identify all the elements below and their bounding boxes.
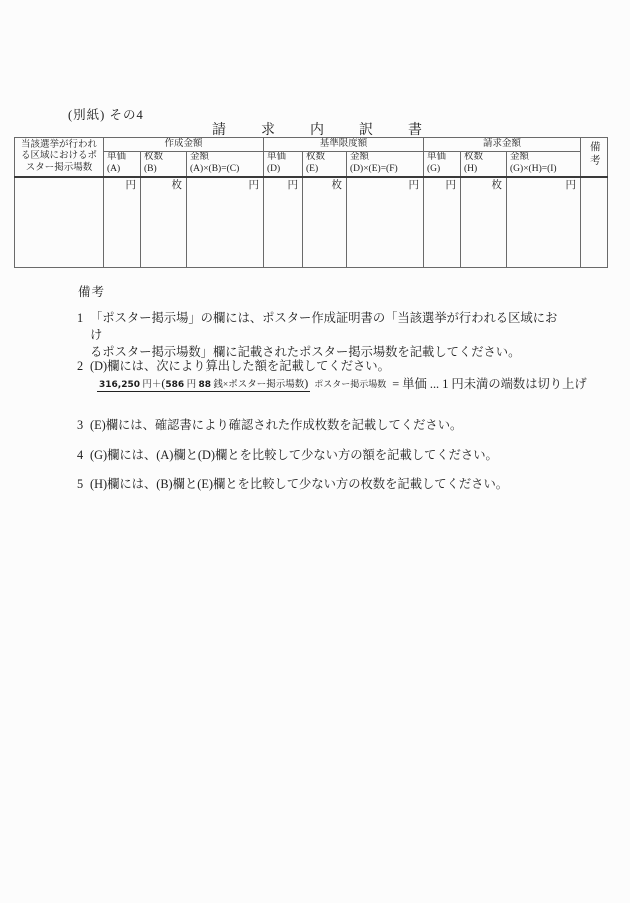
- col-header-amount-i: 金額 (G)×(H)=(I): [507, 152, 581, 177]
- unit-label: 円: [565, 179, 577, 191]
- data-cell-f: [347, 177, 424, 268]
- group-header-billing-amount: 請求金額: [424, 138, 581, 152]
- note-text: 「ポスター掲示場」の欄には、ポスター作成証明書の「当該選挙が行われる区域におけ るポスター掲示場数」欄に記載されたポスター掲示場数を記載してください。: [90, 311, 558, 359]
- note-text: (G)欄には、(A)欄と(D)欄とを比較して少ない方の額を記載してください。: [90, 448, 498, 462]
- col-header-unit-price-a: 単価 (A): [104, 152, 141, 177]
- billing-breakdown-table: [14, 137, 608, 268]
- note-number: 2: [77, 359, 84, 373]
- unit-label: 枚: [491, 179, 503, 191]
- data-cell-g: [424, 177, 461, 268]
- corner-header-line: 当該選挙が行われ: [20, 139, 97, 150]
- note-text: (D)欄には、次により算出した額を記載してください。: [90, 359, 390, 373]
- unit-label: 円: [125, 179, 136, 191]
- fraction-numerator: 316,250 円＋(586 円 88 銭×ポスター掲示場数): [99, 376, 309, 390]
- note-2: [77, 358, 558, 375]
- data-cell-a: [104, 177, 141, 268]
- unit-label: 円: [287, 179, 299, 191]
- poster-count-cell: [15, 177, 104, 268]
- note-1: [77, 310, 558, 361]
- note-text: (E)欄には、確認書により確認された作成枚数を記載してください。: [90, 418, 463, 432]
- note-4: [77, 447, 558, 464]
- corner-header-line: る区域におけるポ: [20, 151, 97, 161]
- corner-header-line: スター掲示場数: [25, 162, 93, 173]
- note-number: 1: [77, 311, 84, 325]
- note-number: 5: [77, 477, 84, 491]
- remarks-header: [581, 138, 608, 177]
- poster-count-header: [15, 138, 104, 177]
- col-header-unit-price-g: 単価 (G): [424, 152, 461, 177]
- note-3: [77, 417, 558, 434]
- page-title: 請求内訳書: [212, 123, 457, 138]
- group-header-production-amount: 作成金額: [104, 138, 264, 152]
- note-text: (H)欄には、(B)欄と(E)欄とを比較して少ない方の枚数を記載してください。: [90, 477, 509, 491]
- remarks-cell: [581, 177, 608, 268]
- data-cell-e: [303, 177, 347, 268]
- note-number: 4: [77, 448, 84, 462]
- note-5: [77, 476, 558, 493]
- unit-label: 円: [248, 179, 260, 191]
- unit-label: 円: [408, 179, 420, 191]
- data-cell-i: [507, 177, 581, 268]
- data-cell-d: [264, 177, 303, 268]
- note-number: 3: [77, 418, 84, 432]
- attachment-label: (別紙) その4: [68, 108, 144, 122]
- col-header-amount-c: 金額 (A)×(B)=(C): [187, 152, 264, 177]
- col-header-amount-f: 金額 (D)×(E)=(F): [347, 152, 424, 177]
- remarks-section-title: 備考: [78, 285, 106, 299]
- fraction-denominator: ポスター掲示場数: [314, 379, 387, 389]
- remarks-header-text: 備考: [588, 141, 600, 168]
- col-header-sheets-h: 枚数 (H): [461, 152, 507, 177]
- formula-fraction: [97, 374, 386, 392]
- col-header-sheets-e: 枚数 (E): [303, 152, 347, 177]
- formula-result: = 単価 ... 1 円未満の端数は切り上げ: [392, 377, 587, 391]
- group-header-standard-limit: 基準限度額: [264, 138, 424, 152]
- col-header-unit-price-d: 単価 (D): [264, 152, 303, 177]
- unit-label: 枚: [331, 179, 343, 191]
- data-cell-c: [187, 177, 264, 268]
- data-cell-b: [141, 177, 187, 268]
- col-header-sheets-b: 枚数 (B): [141, 152, 187, 177]
- unit-label: 円: [445, 179, 457, 191]
- unit-price-formula: [97, 374, 587, 392]
- unit-label: 枚: [171, 179, 182, 191]
- data-cell-h: [461, 177, 507, 268]
